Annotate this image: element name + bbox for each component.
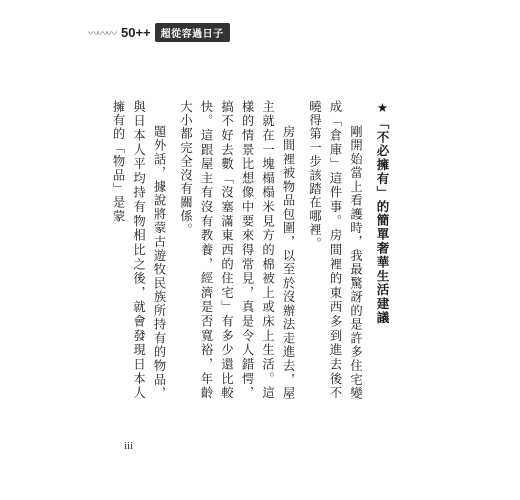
wave-ornament-icon: 〰〰〰: [88, 27, 115, 40]
section-heading: ★「不必擁有」的簡單奢華生活建議: [375, 100, 390, 325]
paragraph-2: 房間裡被物品包圍，以至於沒辦法走進去，屋主就在一塊榻榻米見方的棉被上或床上生活。這樣的情景比想像中要來得常見，真是令人錯愕，搞不好去數「沒塞滿東西的住宅」有多少還比較快。這跟屋主有沒有教養，經濟是否寬裕，年齡大小都完全沒有關係。: [178, 100, 295, 400]
page-number: iii: [124, 440, 134, 452]
paragraph-1: 剛開始當上看護時，我最驚訝的是許多住宅變成「倉庫」這件事。房間裡的東西多到進去後不曉得第一步該踏在哪裡。: [307, 100, 363, 400]
series-label: 50++: [121, 24, 151, 40]
running-header: [88, 22, 230, 42]
vertical-body-text: [102, 100, 393, 400]
book-title-badge: 超從容過日子: [155, 23, 230, 42]
paragraph-3: 題外話，據說將蒙古遊牧民族所持有的物品，與日本人平均持有物相比之後，就會發現日本人擁有的「物品」是蒙: [111, 100, 166, 400]
